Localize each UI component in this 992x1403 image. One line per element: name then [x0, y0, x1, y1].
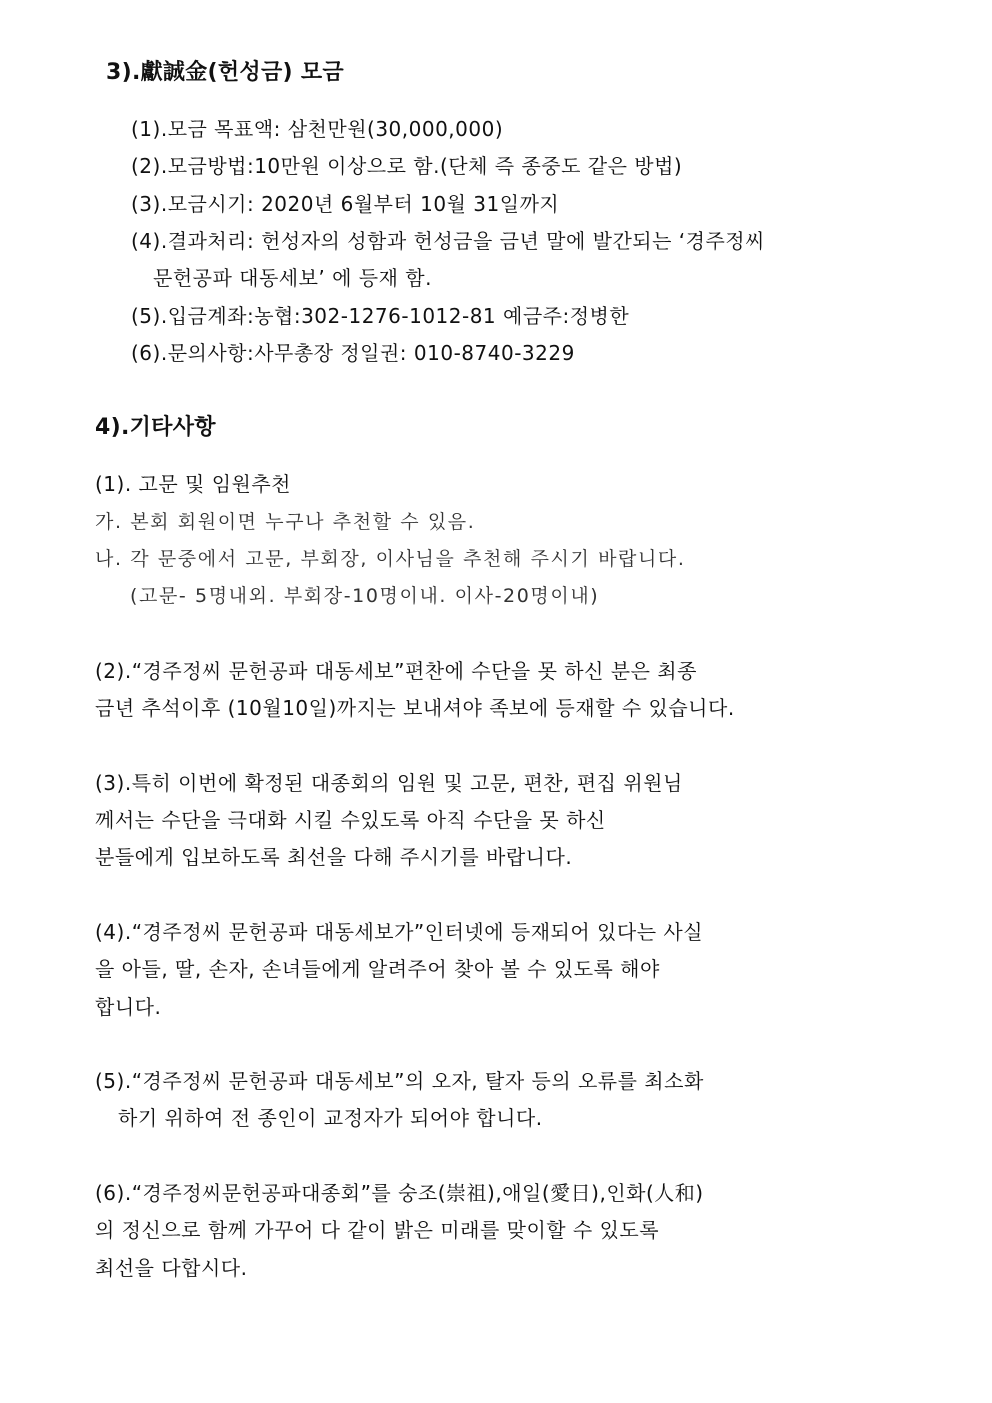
fundraising-item-1: (1).모금 목표액: 삼천만원(30,000,000) [131, 117, 504, 141]
recommendation-line-a: 가. 본회 회원이면 누구나 추천할 수 있음. [95, 511, 476, 533]
paragraph-2-line-2: 금년 추석이후 (10월10일)까지는 보내셔야 족보에 등재할 수 있습니다. [95, 696, 735, 720]
paragraph-3-line-2: 께서는 수단을 극대화 시킬 수있도록 아직 수단을 못 하신 [95, 808, 606, 832]
paragraph-4-line-2: 을 아들, 딸, 손자, 손녀들에게 알려주어 찾아 볼 수 있도록 해야 [95, 957, 660, 981]
paragraph-3-line-1: (3).특히 이번에 확정된 대종회의 임원 및 고문, 편찬, 편집 위원님 [95, 771, 683, 795]
fundraising-item-2: (2).모금방법:10만원 이상으로 함.(단체 즉 종중도 같은 방법) [131, 154, 683, 178]
section-3-heading: 3).獻誠金(헌성금) 모금 [106, 60, 344, 85]
paragraph-5-line-2: 하기 위하여 전 종인이 교정자가 되어야 합니다. [118, 1106, 543, 1130]
fundraising-item-5: (5).입금계좌:농협:302-1276-1012-81 예금주:정병한 [131, 304, 630, 328]
fundraising-item-6: (6).문의사항:사무총장 정일권: 010-8740-3229 [131, 341, 575, 365]
fundraising-item-3: (3).모금시기: 2020년 6월부터 10월 31일까지 [131, 192, 560, 216]
paragraph-3-line-3: 분들에게 입보하도록 최선을 다해 주시기를 바랍니다. [95, 845, 573, 869]
fundraising-item-4-continued: 문헌공파 대동세보’ 에 등재 함. [153, 266, 432, 290]
paragraph-5-line-1: (5).“경주정씨 문헌공파 대동세보”의 오자, 탈자 등의 오류를 최소화 [95, 1069, 704, 1093]
paragraph-2-line-1: (2).“경주정씨 문헌공파 대동세보”편찬에 수단을 못 하신 분은 최종 [95, 659, 697, 683]
paragraph-4-line-1: (4).“경주정씨 문헌공파 대동세보가”인터넷에 등재되어 있다는 사실 [95, 920, 704, 944]
recommendation-title: (1). 고문 및 임원추천 [95, 472, 291, 496]
recommendation-line-b: 나. 각 문중에서 고문, 부회장, 이사님을 추천해 주시기 바랍니다. [95, 548, 686, 570]
fundraising-item-4: (4).결과처리: 헌성자의 성함과 헌성금을 금년 말에 발간되는 ‘경주정씨 [131, 229, 765, 253]
section-4-heading: 4).기타사항 [95, 415, 216, 440]
paragraph-6-line-2: 의 정신으로 함께 가꾸어 다 같이 밝은 미래를 맞이할 수 있도록 [95, 1218, 660, 1242]
paragraph-6-line-3: 최선을 다합시다. [95, 1256, 248, 1280]
paragraph-6-line-1: (6).“경주정씨문헌공파대종회”를 숭조(崇祖),애일(愛日),인화(人和) [95, 1181, 704, 1205]
paragraph-4-line-3: 합니다. [95, 995, 162, 1019]
recommendation-quota: (고문- 5명내외. 부회장-10명이내. 이사-20명이내) [130, 585, 600, 607]
